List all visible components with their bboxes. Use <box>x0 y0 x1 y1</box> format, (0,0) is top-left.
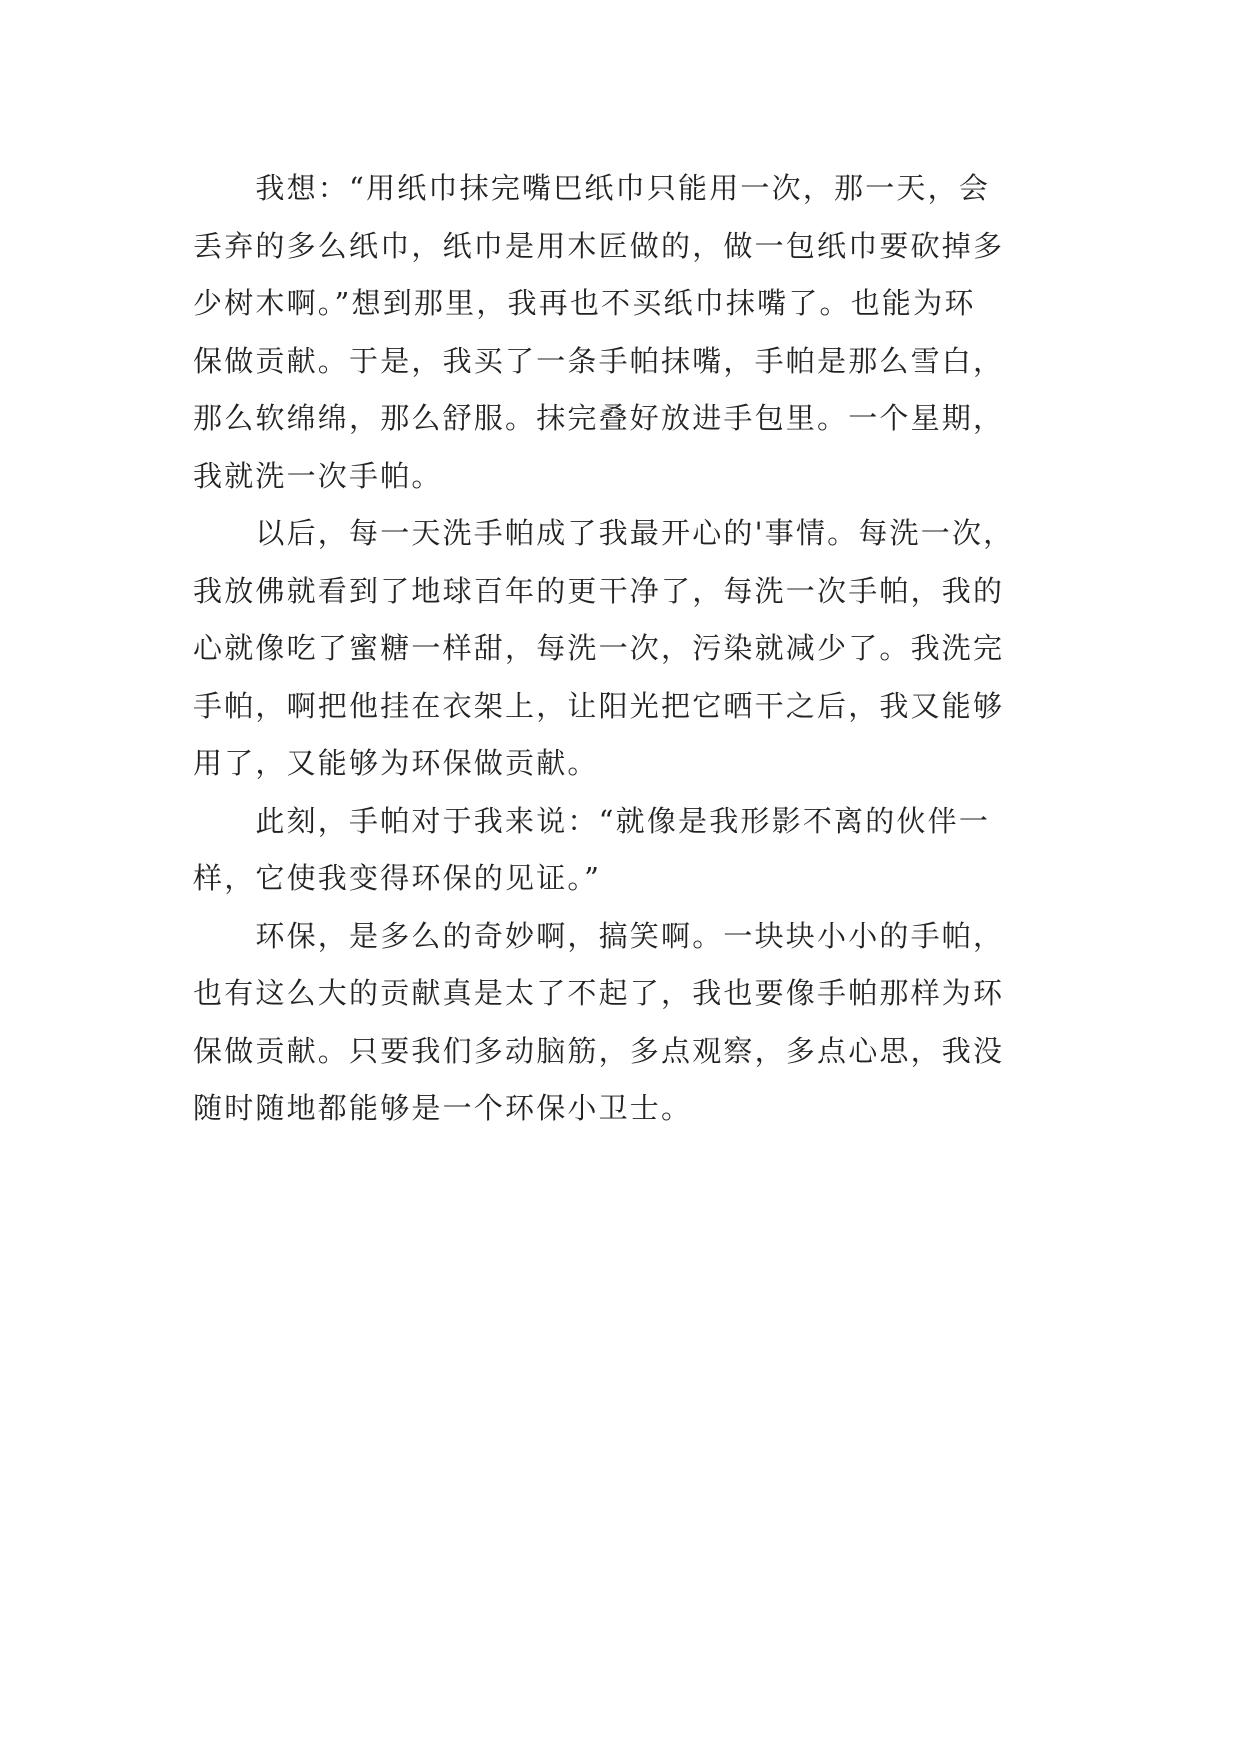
text-line: 用了，又能够为环保做贡献。 <box>193 746 599 780</box>
text-line: 也有这么大的贡献真是太了不起了，我也要像手帕那样为环 <box>193 976 1005 1010</box>
text-line: 此刻，手帕对于我来说：“就像是我形影不离的伙伴一 <box>193 803 991 838</box>
essay-body <box>193 160 1073 1138</box>
text-line: 心就像吃了蜜糖一样甜，每洗一次，污染就减少了。我洗完 <box>193 631 1005 665</box>
text-line: 保做贡献。只要我们多动脑筋，多点观察，多点心思，我没 <box>193 1033 1005 1068</box>
text-line: 少树木啊。”想到那里，我再也不买纸巾抹嘴了。也能为环 <box>193 286 976 320</box>
text-line: 那么软绵绵，那么舒服。抹完叠好放进手包里。一个星期， <box>193 401 1005 435</box>
text-line: 我想：“用纸巾抹完嘴巴纸巾只能用一次，那一天，会 <box>193 171 991 205</box>
text-line: 手帕，啊把他挂在衣架上，让阳光把它晒干之后，我又能够 <box>193 688 1005 723</box>
text-line: 保做贡献。于是，我买了一条手帕抹嘴，手帕是那么雪白， <box>193 343 1005 378</box>
text-line: 样，它使我变得环保的见证。” <box>193 861 602 895</box>
text-line: 以后，每一天洗手帕成了我最开心的'事情。每洗一次， <box>193 516 1015 550</box>
text-line: 我就洗一次手帕。 <box>193 458 443 493</box>
text-line: 随时随地都能够是一个环保小卫士。 <box>193 1091 693 1125</box>
text-line: 环保，是多么的奇妙啊，搞笑啊。一块块小小的手帕， <box>193 918 1005 953</box>
text-line: 我放佛就看到了地球百年的更干净了，每洗一次手帕，我的 <box>193 573 1005 608</box>
text-line: 丢弃的多么纸巾，纸巾是用木匠做的，做一包纸巾要砍掉多 <box>193 228 1005 263</box>
